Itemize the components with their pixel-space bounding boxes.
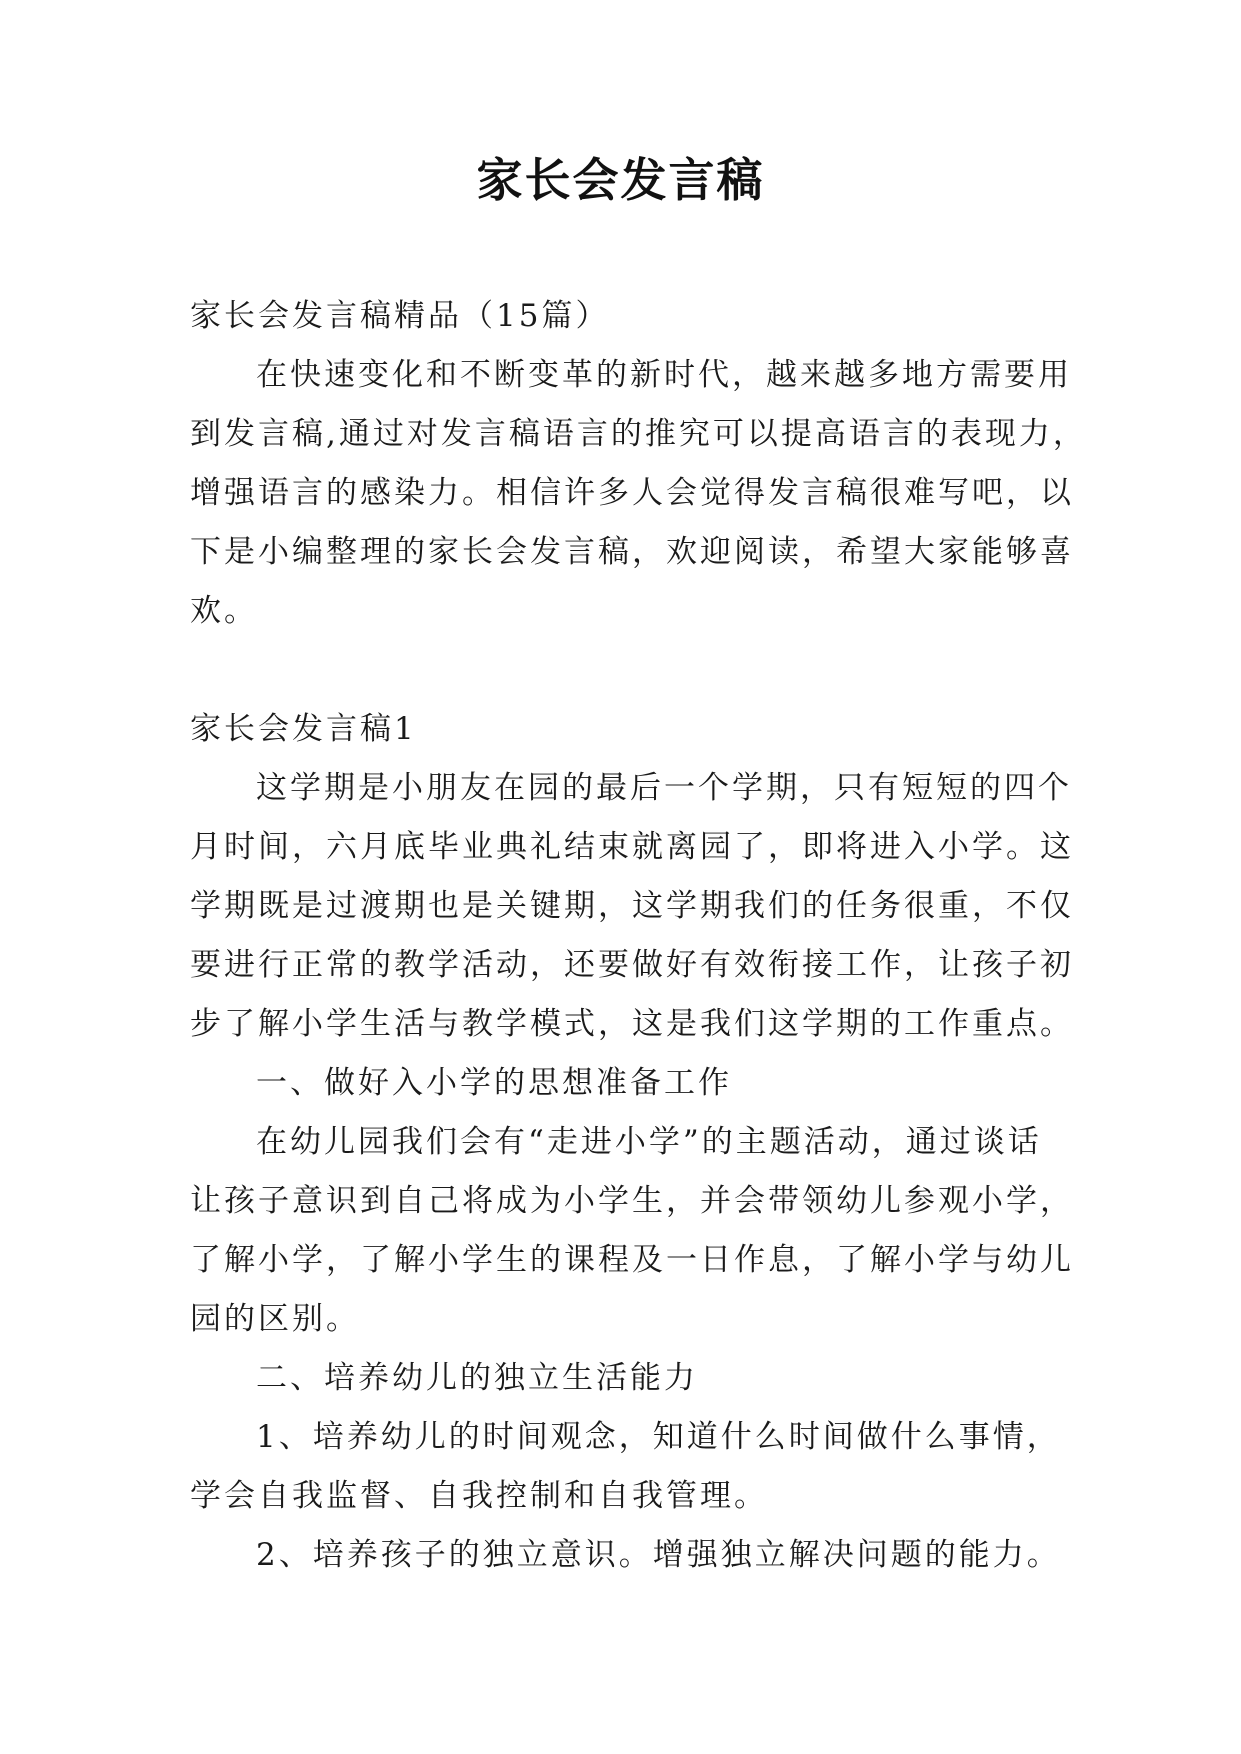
body-paragraph-line: 月时间，六月底毕业典礼结束就离园了，即将进入小学。这 xyxy=(190,829,1074,865)
list-item-line: 学会自我监督、自我控制和自我管理。 xyxy=(190,1478,768,1514)
intro-paragraph-line: 增强语言的感染力。相信许多人会觉得发言稿很难写吧，以 xyxy=(190,475,1074,511)
section-heading: 家长会发言稿1 xyxy=(190,711,417,747)
body-paragraph-line: 园的区别。 xyxy=(190,1301,360,1337)
body-paragraph-line: 让孩子意识到自己将成为小学生，并会带领幼儿参观小学， xyxy=(190,1183,1074,1219)
section-gap xyxy=(190,641,1050,700)
collection-heading: 家长会发言稿精品（15篇） xyxy=(190,298,610,334)
document-title: 家长会发言稿 xyxy=(476,153,765,207)
list-item-line: 2、培养孩子的独立意识。增强独立解决问题的能力。 xyxy=(256,1537,1061,1573)
body-paragraph-line: 要进行正常的教学活动，还要做好有效衔接工作，让孩子初 xyxy=(190,947,1074,983)
intro-paragraph-line: 下是小编整理的家长会发言稿，欢迎阅读，希望大家能够喜 xyxy=(190,534,1074,570)
subheading: 一、做好入小学的思想准备工作 xyxy=(256,1065,732,1101)
subheading: 二、培养幼儿的独立生活能力 xyxy=(256,1360,698,1396)
body-paragraph-line: 步了解小学生活与教学模式，这是我们这学期的工作重点。 xyxy=(190,1006,1074,1042)
body-paragraph-line: 这学期是小朋友在园的最后一个学期，只有短短的四个 xyxy=(256,770,1072,806)
body-paragraph-line: 学期既是过渡期也是关键期，这学期我们的任务很重，不仅 xyxy=(190,888,1074,924)
intro-paragraph-line: 在快速变化和不断变革的新时代，越来越多地方需要用 xyxy=(256,357,1072,393)
document-body xyxy=(190,287,1087,1585)
body-paragraph-line: 了解小学，了解小学生的课程及一日作息，了解小学与幼儿 xyxy=(190,1242,1074,1278)
body-paragraph-line: 在幼儿园我们会有“走进小学”的主题活动，通过谈话 xyxy=(256,1124,1042,1160)
intro-paragraph-line: 到发言稿,通过对发言稿语言的推究可以提高语言的表现力， xyxy=(190,416,1087,452)
list-item-line: 1、培养幼儿的时间观念，知道什么时间做什么事情， xyxy=(256,1419,1061,1455)
intro-paragraph-line: 欢。 xyxy=(190,593,258,629)
